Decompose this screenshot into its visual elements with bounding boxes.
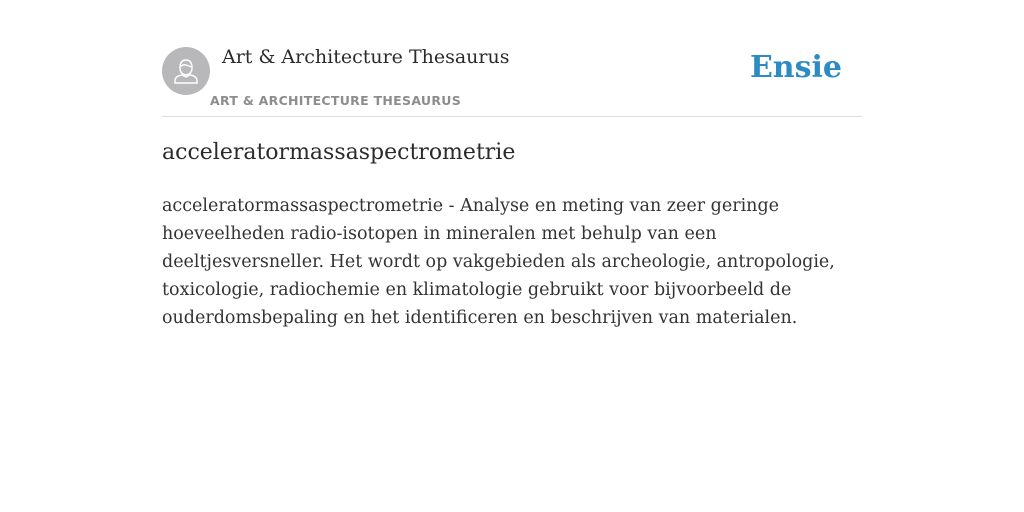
author-avatar[interactable] — [162, 47, 210, 95]
user-silhouette-icon — [162, 47, 210, 95]
page-container — [162, 0, 862, 328]
author-name[interactable]: Art & Architecture Thesaurus — [222, 46, 510, 68]
source-label[interactable]: ART & ARCHITECTURE THESAURUS — [210, 93, 462, 108]
entry-header — [162, 0, 862, 117]
term-definition: acceleratormassaspectrometrie - Analyse en meting van zeer geringe hoeveelheden radio-isotopen in mineralen met behulp van een deeltjesversneller. Het wordt op vakgebieden als archeologie, antropologie, toxicologie, radiochemie en klimatologie gebruikt voor bijvoorbeeld de ouderdomsbepaling en het identificeren en beschrijven van materialen. — [162, 196, 835, 328]
term-title: acceleratormassaspectrometrie — [162, 140, 516, 165]
ensie-logo[interactable]: Ensie — [749, 50, 842, 85]
